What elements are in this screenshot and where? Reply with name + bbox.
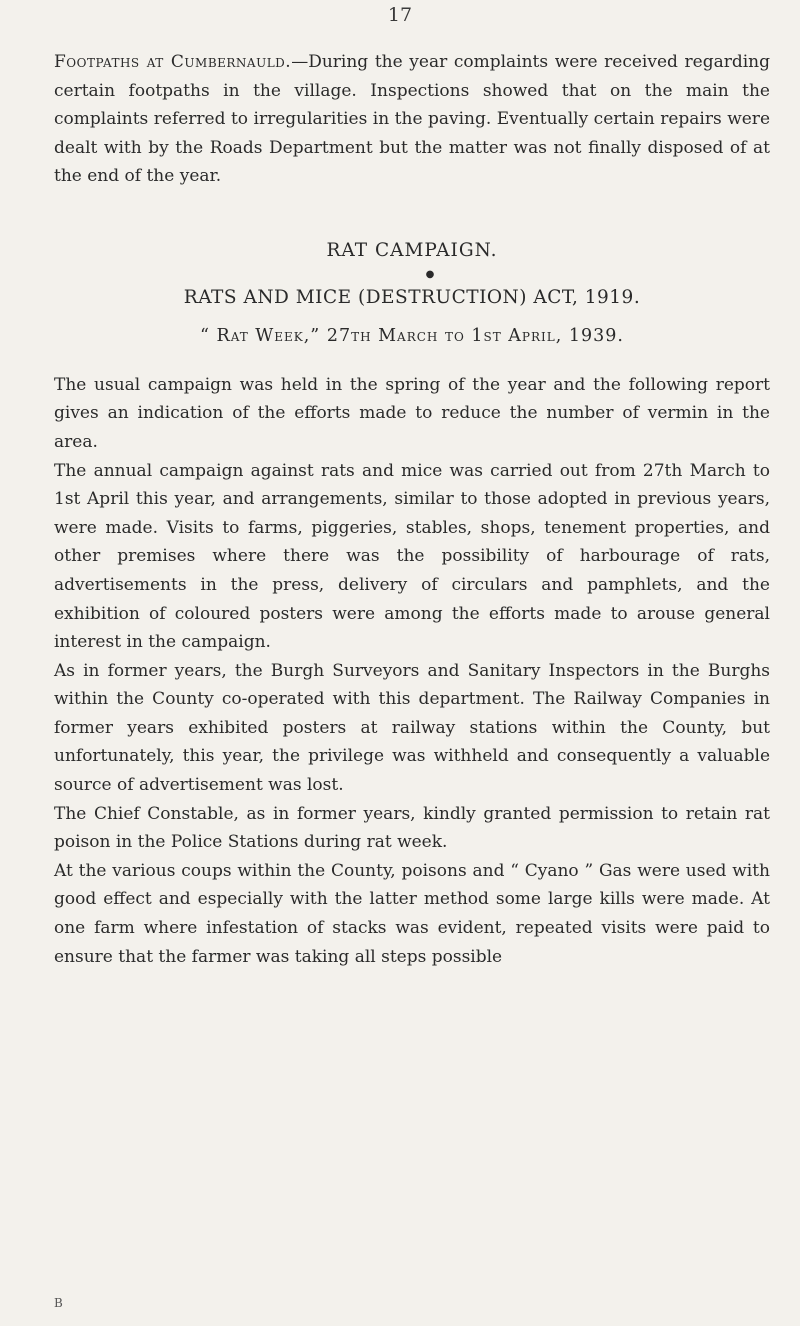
footpaths-heading: Footpaths at Cumbernauld.: [54, 52, 292, 72]
body-paragraph-4: The Chief Constable, as in former years, kindly granted permission to retain rat poison in the Police Stations during rat week.: [54, 803, 770, 853]
rat-week-subtitle: “ Rat Week,” 27th March to 1st April, 1939.: [200, 326, 624, 347]
dot-mark: ●: [425, 268, 435, 280]
body-paragraph-5: At the various coups within the County, poisons and “ Cyano ” Gas were used with good effect and especially with the latter method some large kills were made. At one farm where infestation of stacks was evident, repeated visits were paid to ensure that the farmer was taking all steps possible: [54, 860, 770, 967]
body-paragraph-3: As in former years, the Burgh Surveyors and Sanitary Inspectors in the Burghs within the County co-operated with this department. The Railway Companies in former years exhibited posters at railway stations within the County, but unfortunately, this year, the privilege was withheld and consequently a valuable source of advertisement was lost.: [54, 660, 770, 796]
body-paragraph-2: The annual campaign against rats and mice was carried out from 27th March to 1st April this year, and arrangements, similar to those adopted in previous years, were made. Visits to farms, piggeries, stables, shops, tenement properties, and other premises where there was the possibility of harbourage of rats, advertisements in the press, delivery of circulars and pamphlets, and the exhibition of coloured posters were among the efforts made to arouse general interest in the campaign.: [54, 460, 770, 653]
signature-mark: B: [54, 1296, 63, 1310]
page-content: [54, 48, 770, 971]
page-number: 17: [387, 4, 413, 26]
act-title: RATS AND MICE (DESTRUCTION) ACT, 1919.: [183, 286, 641, 308]
body-paragraph-1: The usual campaign was held in the spring of the year and the following report gives an indication of the efforts made to reduce the number of vermin in the area.: [54, 374, 770, 452]
footpaths-text: —During the year complaints were received regarding certain footpaths in the village. Inspections showed that on the main the complaints referred to irregularities in the paving. Eventually certain repairs were dealt with by the Roads Department but the matter was not finally disposed of at the end of the year.: [54, 52, 771, 187]
rat-campaign-title: RAT CAMPAIGN.: [326, 239, 498, 261]
footpaths-paragraph: [54, 48, 770, 191]
